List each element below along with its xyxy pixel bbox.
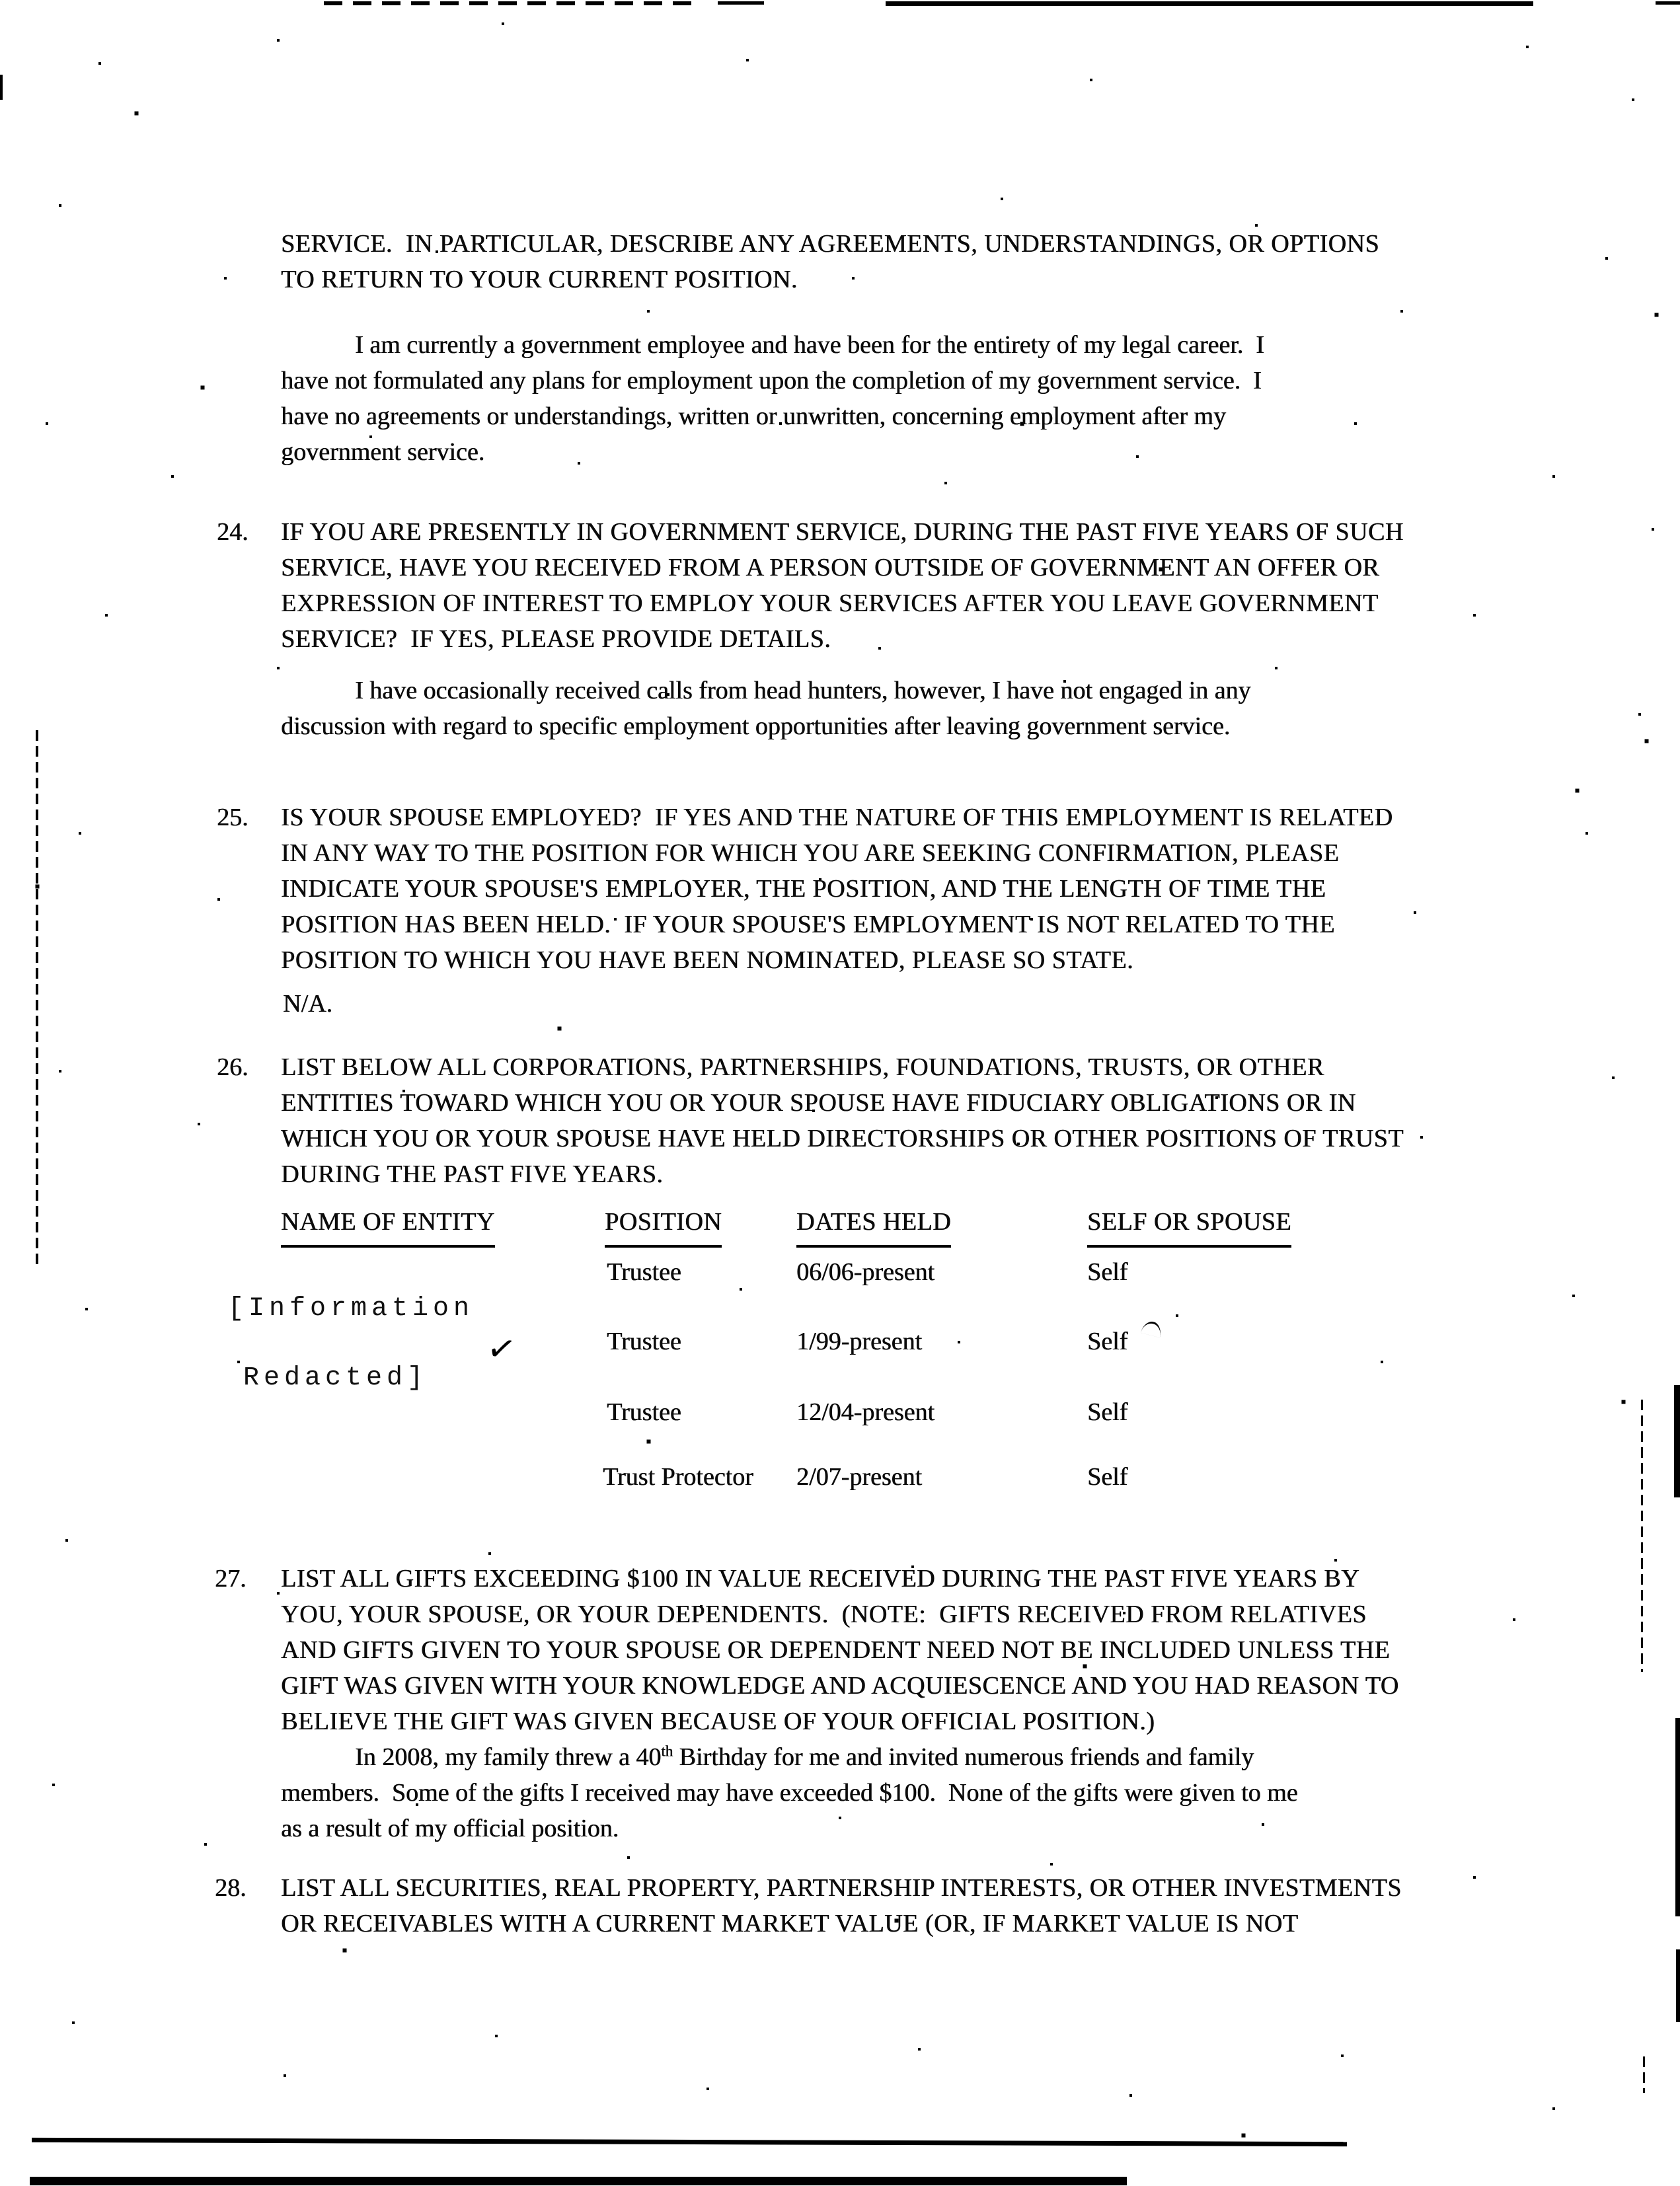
cell-dates-held: 1/99-present [796, 1328, 922, 1355]
cell-position: Trustee [607, 1258, 681, 1286]
item-28-question: LIST ALL SECURITIES, REAL PROPERTY, PARTNERSHIP INTERESTS, OR OTHER INVESTMENTS OR RECEIVABLES WITH A CURRENT MARKET VALUE (OR, IF MARKET VALUE IS NOT [281, 1874, 1402, 1938]
item-27-question: LIST ALL GIFTS EXCEEDING $100 IN VALUE RECEIVED DURING THE PAST FIVE YEARS BY YOU, YOUR SPOUSE, OR YOUR DEPENDENTS. (NOTE: GIFTS RECEIVED FROM RELATIVES AND GIFTS GIVEN TO YOUR SPOUSE OR DEPENDENT NEED NOT BE INCLUDED UNLESS THE GIFT WAS GIVEN WITH YOUR KNOWLEDGE AND ACQUIESCENCE AND YOU HAD REASON TO BELIEVE THE GIFT WAS GIVEN BECAUSE OF YOUR OFFICIAL POSITION.) [281, 1565, 1399, 1735]
item-25-number: 25. [217, 804, 248, 831]
item-26-question: LIST BELOW ALL CORPORATIONS, PARTNERSHIPS, FOUNDATIONS, TRUSTS, OR OTHER ENTITIES TOWARD WHICH YOU OR YOUR SPOUSE HAVE FIDUCIARY OBLIGATIONS OR IN WHICH YOU OR YOUR SPOUSE HAVE HELD DIRECTORSHIPS OR OTHER POSITIONS OF TRUST DURING THE PAST FIVE YEARS. [281, 1053, 1404, 1188]
scan-artifact-right-margin-line-lower [1643, 2056, 1645, 2093]
item-24-number: 24. [217, 518, 248, 546]
cell-position: Trustee [607, 1328, 681, 1355]
cell-dates-held: 12/04-present [796, 1398, 935, 1426]
handwritten-checkmark: ✓ [484, 1327, 519, 1372]
scan-artifact-left-margin-line [36, 730, 38, 1269]
scan-artifact-right-edge-strip-2 [1675, 1718, 1680, 1916]
cell-position: Trustee [607, 1398, 681, 1426]
scan-artifact-right-edge-strip-3 [1676, 1949, 1680, 2022]
column-header-position: POSITION [605, 1204, 722, 1248]
cell-dates-held: 2/07-present [796, 1463, 922, 1491]
item-24-question: IF YOU ARE PRESENTLY IN GOVERNMENT SERVICE, DURING THE PAST FIVE YEARS OF SUCH SERVICE, HAVE YOU RECEIVED FROM A PERSON OUTSIDE OF GOVERNMENT AN OFFER OR EXPRESSION OF INTEREST TO EMPLOY YOUR SERVICES AFTER YOU LEAVE GOVERNMENT SERVICE? IF YES, PLEASE PROVIDE DETAILS. [281, 518, 1404, 653]
scan-artifact-right-margin-line [1641, 1400, 1643, 1672]
cell-dates-held: 06/06-present [796, 1258, 935, 1286]
item-27-number: 27. [215, 1565, 247, 1593]
cell-self-or-spouse: Self [1087, 1328, 1128, 1355]
cell-position: Trust Protector [603, 1463, 753, 1491]
cell-self-or-spouse: Self [1087, 1463, 1128, 1491]
scan-artifact-bottom-edge-bar [30, 2177, 1127, 2185]
item-24-answer: I have occasionally received calls from head hunters, however, I have not engaged in any discussion with regard to specific employment opportunities after leaving government service. [281, 677, 1251, 740]
cell-self-or-spouse: Self [1087, 1258, 1128, 1286]
column-header-dates-held: DATES HELD [796, 1204, 951, 1248]
scan-artifact-small-curve [1141, 1320, 1163, 1338]
item-27-answer [281, 1739, 1470, 1846]
item-26-number: 26. [217, 1053, 248, 1081]
scan-artifact-top-line-short [718, 1, 764, 5]
scan-artifact-top-line-long [886, 1, 1533, 6]
scan-artifact-right-edge-strip [1674, 1385, 1680, 1497]
answer-27-ordinal-superscript: th [661, 1743, 673, 1760]
column-header-self-or-spouse: SELF OR SPOUSE [1087, 1204, 1291, 1248]
redacted-entity-name-line-2: Redacted] [243, 1363, 428, 1393]
answer-23: I am currently a government employee and have been for the entirety of my legal career. I have not formulated any plans for employment upon the completion of my government service. I have no agreements or understandings, written or unwritten, concerning employment after my government service. [281, 331, 1264, 466]
item-28-number: 28. [215, 1874, 247, 1902]
question-23-continuation: SERVICE. IN PARTICULAR, DESCRIBE ANY AGREEMENTS, UNDERSTANDINGS, OR OPTIONS TO RETURN TO YOUR CURRENT POSITION. [281, 230, 1379, 293]
answer-27-text-line1-end: Birthday for me and invited numerous friends and family [673, 1743, 1254, 1771]
cell-self-or-spouse: Self [1087, 1398, 1128, 1426]
redacted-entity-name-line-1: [Information [228, 1294, 475, 1324]
scan-artifact-top-right-mark [1656, 1, 1680, 5]
answer-27-text-start: In 2008, my family threw a 40 [355, 1743, 662, 1771]
scan-artifact-bottom-line [32, 2138, 1347, 2146]
scan-noise-specks-large [0, 0, 2, 2]
item-25-question: IS YOUR SPOUSE EMPLOYED? IF YES AND THE NATURE OF THIS EMPLOYMENT IS RELATED IN ANY WAY TO THE POSITION FOR WHICH YOU ARE SEEKING CONFIRMATION, PLEASE INDICATE YOUR SPOUSE'S EMPLOYER, THE POSITION, AND THE LENGTH OF TIME THE POSITION HAS BEEN HELD. IF YOUR SPOUSE'S EMPLOYMENT IS NOT RELATED TO THE POSITION TO WHICH YOU HAVE BEEN NOMINATED, PLEASE SO STATE. [281, 804, 1393, 974]
scan-artifact-left-edge-mark [0, 75, 3, 100]
item-25-answer: N/A. [283, 990, 332, 1018]
scan-artifact-top-dashed-line [324, 1, 694, 5]
answer-27-text-rest: members. Some of the gifts I received may have exceeded $100. None of the gifts were given to me as a result of my official position. [281, 1779, 1298, 1842]
column-header-name-of-entity: NAME OF ENTITY [281, 1204, 495, 1248]
